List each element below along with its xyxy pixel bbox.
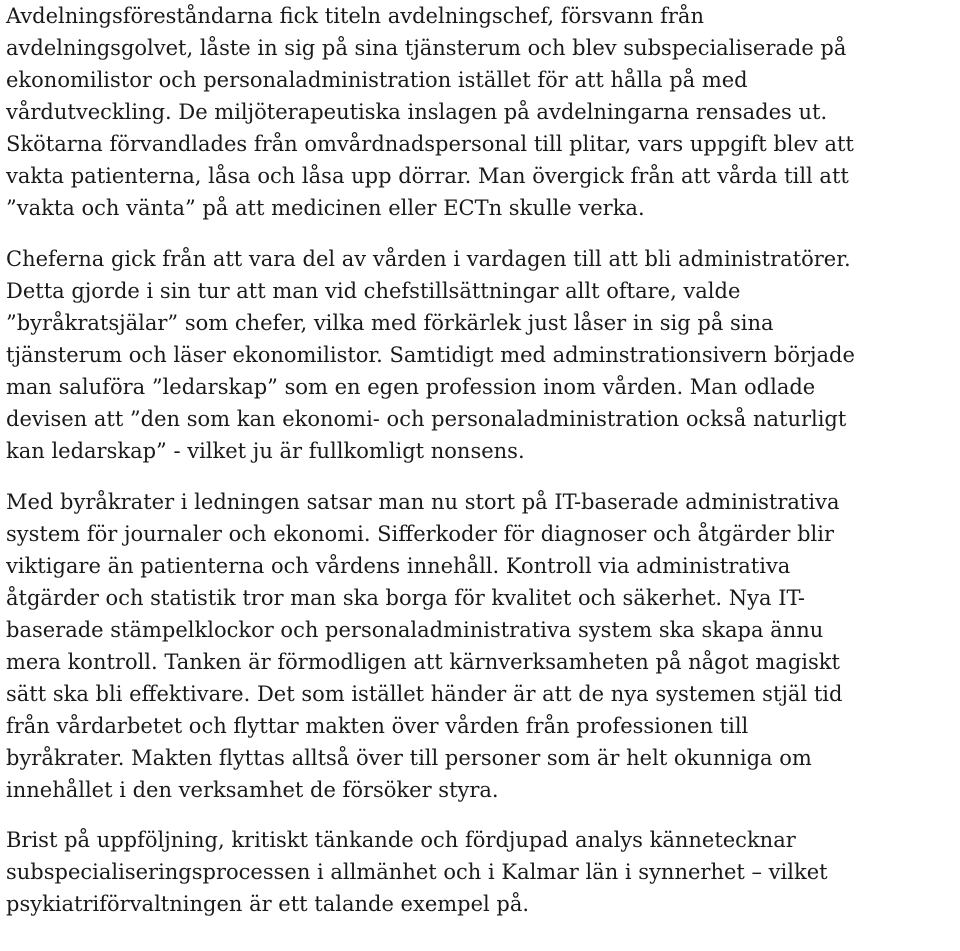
text-line: Avdelningsföreståndarna fick titeln avdelningschef, försvann från <box>6 4 704 28</box>
text-line: devisen att ”den som kan ekonomi- och personaladministration också naturligt <box>6 407 847 431</box>
text-line: Skötarna förvandlades från omvårdnadspersonal till plitar, vars uppgift blev att <box>6 132 854 156</box>
text-line: Med byråkrater i ledningen satsar man nu stort på IT-baserade administrativa <box>6 490 840 514</box>
paragraph-spacer <box>6 224 956 243</box>
paragraph-spacer <box>6 806 956 824</box>
document-page <box>6 0 956 920</box>
text-line: tjänsterum och läser ekonomilistor. Samtidigt med adminstrationsivern började <box>6 343 855 367</box>
text-line: vakta patienterna, låsa och låsa upp dörrar. Man övergick från att vårda till att <box>6 164 849 188</box>
paragraph-3 <box>6 486 956 806</box>
text-line: man saluföra ”ledarskap” som en egen profession inom vården. Man odlade <box>6 375 816 399</box>
text-line: från vårdarbetet och flyttar makten över vården från professionen till <box>6 714 749 738</box>
text-line: avdelningsgolvet, låste in sig på sina tjänsterum och blev subspecialiserade på <box>6 36 847 60</box>
paragraph-1 <box>6 0 956 224</box>
text-line: Brist på uppföljning, kritiskt tänkande och fördjupad analys kännetecknar <box>6 828 796 852</box>
text-line: kan ledarskap” - vilket ju är fullkomligt nonsens. <box>6 439 525 463</box>
text-line: sätt ska bli effektivare. Det som istället händer är att de nya systemen stjäl tid <box>6 682 843 706</box>
text-line: ekonomilistor och personaladministration istället för att hålla på med <box>6 68 748 92</box>
text-line: system för journaler och ekonomi. Sifferkoder för diagnoser och åtgärder blir <box>6 522 835 546</box>
paragraph-2 <box>6 243 956 467</box>
text-line: vårdutveckling. De miljöterapeutiska inslagen på avdelningarna rensades ut. <box>6 100 828 124</box>
paragraph-4 <box>6 824 956 920</box>
text-line: viktigare än patienterna och vårdens innehåll. Kontroll via administrativa <box>6 554 791 578</box>
text-line: subspecialiseringsprocessen i allmänhet och i Kalmar län i synnerhet – vilket <box>6 860 828 884</box>
text-line: innehållet i den verksamhet de försöker styra. <box>6 778 499 802</box>
text-line: mera kontroll. Tanken är förmodligen att kärnverksamheten på något magiskt <box>6 650 840 674</box>
text-line: åtgärder och statistik tror man ska borga för kvalitet och säkerhet. Nya IT- <box>6 586 805 610</box>
text-line: psykiatriförvaltningen är ett talande exempel på. <box>6 892 530 916</box>
text-line: ”vakta och vänta” på att medicinen eller ECTn skulle verka. <box>6 196 645 220</box>
paragraph-spacer <box>6 467 956 486</box>
text-line: baserade stämpelklockor och personaladministrativa system ska skapa ännu <box>6 618 824 642</box>
text-line: ”byråkratsjälar” som chefer, vilka med förkärlek just låser in sig på sina <box>6 311 774 335</box>
text-line: byråkrater. Makten flyttas alltså över till personer som är helt okunniga om <box>6 746 812 770</box>
text-line: Detta gjorde i sin tur att man vid chefstillsättningar allt oftare, valde <box>6 279 741 303</box>
text-line: Cheferna gick från att vara del av vården i vardagen till att bli administratörer. <box>6 247 851 271</box>
